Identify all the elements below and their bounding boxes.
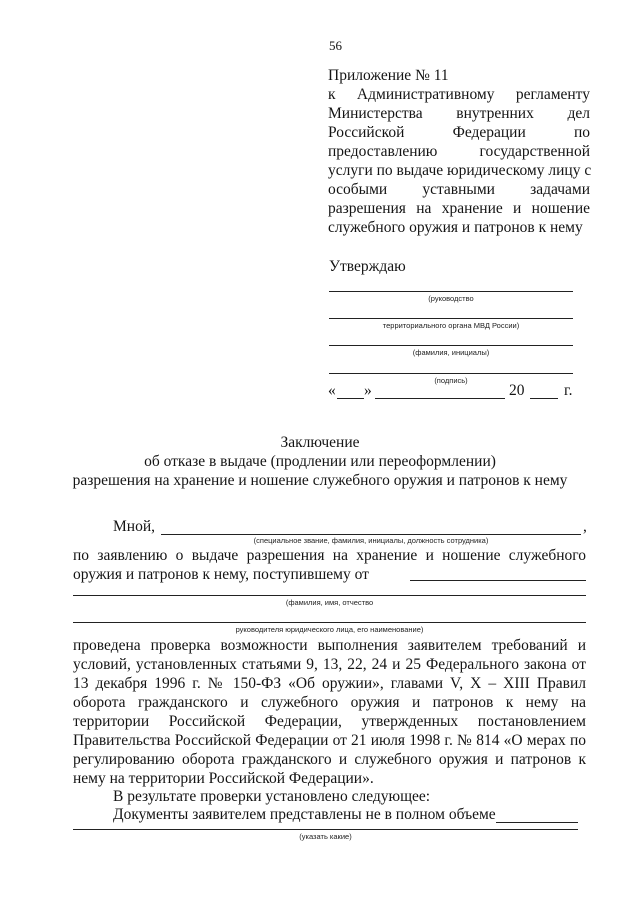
check-line: условий, установленных статьями 9, 13, 22, 24 и 25 Федерального закона от <box>73 656 586 673</box>
date-open-quote: « <box>328 382 336 399</box>
appendix-line: к Административному регламенту <box>328 86 590 103</box>
check-line: Правительства Российской Федерации от 21 июля 1998 г. № 814 «О мерах по <box>73 732 586 749</box>
employee-blank <box>161 534 581 535</box>
appendix-line: услуги по выдаче юридическому лицу с <box>328 162 592 179</box>
caption-territorial-body: территориального органа МВД России) <box>382 321 520 330</box>
day-blank <box>337 398 364 399</box>
signature-line <box>329 291 573 292</box>
signature-line <box>329 318 573 319</box>
signature-line <box>329 345 573 346</box>
year-prefix: 20 <box>509 382 525 399</box>
applicant-blank <box>410 580 586 581</box>
appendix-line: Российской Федерации по <box>328 124 590 141</box>
appendix-header <box>328 66 590 237</box>
caption-leadership: (руководство <box>428 294 474 303</box>
by-me-label: Мной, <box>113 518 155 535</box>
caption-name: (фамилия, имя, отчество <box>285 598 374 607</box>
caption-surname-initials: (фамилия, инициалы) <box>412 348 490 357</box>
organization-line <box>73 622 586 623</box>
appendix-line: разрешения на хранение и ношение <box>328 200 590 217</box>
result-line: В результате проверки установлено следующее: <box>113 788 431 805</box>
check-line: проведена проверка возможности выполнения заявителем требований и <box>73 637 586 654</box>
check-paragraph <box>73 636 586 788</box>
check-line: 13 декабря 1996 г. № 150-ФЗ «Об оружии», главами V, X – XIII Правил <box>73 675 586 692</box>
appendix-line: Приложение № 11 <box>328 67 449 84</box>
page-number: 56 <box>329 38 342 53</box>
appendix-line: особыми уставными задачами <box>328 181 590 198</box>
appendix-line: предоставлению государственной <box>328 143 590 160</box>
year-blank <box>530 398 558 399</box>
documents-line: Документы заявителем представлены не в полном объеме <box>113 806 496 823</box>
caption-organization: руководителя юридического лица, его наименование) <box>235 625 424 634</box>
application-line: оружия и патронов к нему, поступившему от <box>73 566 369 583</box>
check-line: территории Российской Федерации, утвержденных постановлением <box>73 713 586 730</box>
application-line: по заявлению о выдаче разрешения на хранение и ношение служебного <box>73 547 586 564</box>
approval-heading: Утверждаю <box>329 258 406 275</box>
comma: , <box>583 518 587 535</box>
document-subtitle: разрешения на хранение и ношение служебного оружия и патронов к нему <box>72 472 568 489</box>
documents-blank <box>496 822 578 823</box>
caption-signature: (подпись) <box>434 376 468 385</box>
check-line: регулированию оборота гражданского и служебного оружия и патронов к <box>73 751 586 768</box>
year-suffix: г. <box>564 382 573 399</box>
signature-line <box>329 373 573 374</box>
check-line: нему на территории Российской Федерации». <box>73 770 374 787</box>
specify-line <box>73 829 578 830</box>
caption-specify: (указать какие) <box>299 832 352 841</box>
applicant-line <box>73 595 586 596</box>
document-title: Заключение <box>280 434 360 451</box>
application-paragraph <box>73 546 586 584</box>
appendix-line: Министерства внутренних дел <box>328 105 590 122</box>
caption-employee: (специальное звание, фамилия, инициалы, должность сотрудника) <box>253 536 489 545</box>
date-close-quote: » <box>364 382 372 399</box>
month-blank <box>375 398 505 399</box>
check-line: оборота гражданского и служебного оружия и патронов к нему на <box>73 694 586 711</box>
document-subtitle: об отказе в выдаче (продлении или переоформлении) <box>144 453 496 470</box>
appendix-line: служебного оружия и патронов к нему <box>328 219 583 236</box>
